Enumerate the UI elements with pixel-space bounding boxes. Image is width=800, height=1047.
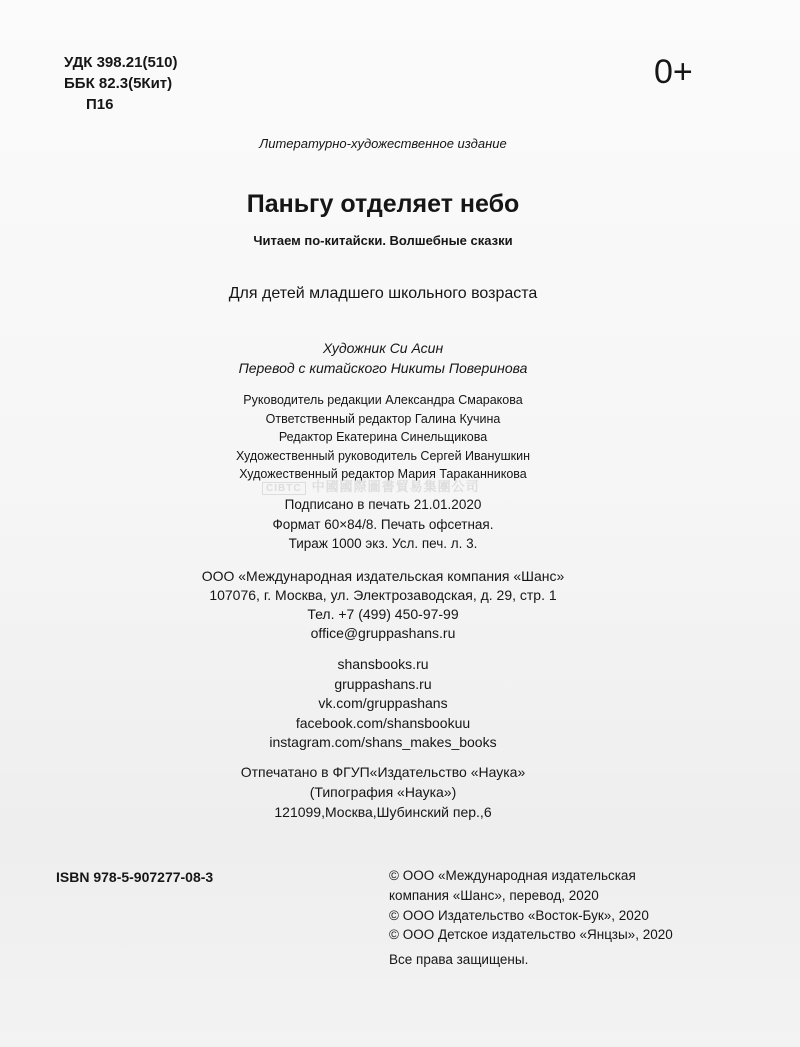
bbk-code: ББК 82.3(5Кит) xyxy=(64,75,173,92)
copyright-block xyxy=(389,866,673,970)
publisher-address: 107076, г. Москва, ул. Электрозаводская, д. 29, стр. 1 xyxy=(209,587,557,603)
isbn-number: ISBN 978-5-907277-08-3 xyxy=(56,869,214,885)
editorial-staff xyxy=(0,391,766,484)
illustrator-credit: Художник Си Асин xyxy=(322,340,444,356)
staff-line: Ответственный редактор Галина Кучина xyxy=(265,411,501,426)
credits-block xyxy=(0,338,766,378)
website-link: shansbooks.ru xyxy=(337,656,429,672)
staff-line: Руководитель редакции Александра Смаракова xyxy=(243,393,523,407)
print-details xyxy=(0,495,766,554)
websites-block xyxy=(0,655,766,753)
publisher-email: office@gruppashans.ru xyxy=(310,625,456,641)
publisher-phone: Тел. +7 (499) 450-97-99 xyxy=(307,606,459,622)
staff-line: Художественный редактор Мария Тараканникова xyxy=(239,467,527,482)
print-line: Тираж 1000 экз. Усл. печ. л. 3. xyxy=(288,536,478,551)
print-line: Формат 60×84/8. Печать офсетная. xyxy=(272,516,494,532)
book-title: Паньгу отделяет небо xyxy=(246,190,520,218)
watermark-text: 中國國際圖書貿易集團公司 xyxy=(311,479,480,494)
copyright-line: © ООО «Международная издательская xyxy=(389,868,636,883)
publisher-block xyxy=(0,567,766,643)
audience-note: Для детей младшего школьного возраста xyxy=(228,285,538,302)
genre-label: Литературно-художественное издание xyxy=(259,136,507,151)
copyright-line: компания «Шанс», перевод, 2020 xyxy=(389,887,599,903)
website-link: vk.com/gruppashans xyxy=(318,695,448,711)
print-line: Подписано в печать 21.01.2020 xyxy=(284,497,482,512)
watermark-logo: CIBTC xyxy=(262,482,306,495)
website-link: facebook.com/shansbookuu xyxy=(295,714,471,731)
website-link: gruppashans.ru xyxy=(334,675,432,692)
udk-code: УДК 398.21(510) xyxy=(64,54,178,71)
printer-line: (Типография «Наука») xyxy=(309,784,457,800)
author-mark: П16 xyxy=(86,96,114,113)
website-link: instagram.com/shans_makes_books xyxy=(269,734,497,750)
printer-line: Отпечатано в ФГУП«Издательство «Наука» xyxy=(240,764,526,780)
book-subtitle: Читаем по-китайски. Волшебные сказки xyxy=(253,233,513,248)
printer-block xyxy=(0,762,766,822)
age-rating: 0+ xyxy=(654,53,693,91)
rights-reserved: Все права защищены. xyxy=(389,952,529,968)
translator-credit: Перевод с китайского Никиты Поверинова xyxy=(238,360,528,376)
staff-line: Художественный руководитель Сергей Иванушкин xyxy=(235,448,531,463)
copyright-line: © ООО Детское издательство «Янцзы», 2020 xyxy=(389,927,673,943)
publisher-name: ООО «Международная издательская компания «Шанс» xyxy=(201,568,565,584)
staff-line: Редактор Екатерина Синельщикова xyxy=(278,430,488,445)
watermark xyxy=(262,476,480,495)
classification-block xyxy=(64,52,177,115)
printer-line: 121099,Москва,Шубинский пер.,6 xyxy=(274,804,492,820)
copyright-line: © ООО Издательство «Восток-Бук», 2020 xyxy=(389,907,649,923)
